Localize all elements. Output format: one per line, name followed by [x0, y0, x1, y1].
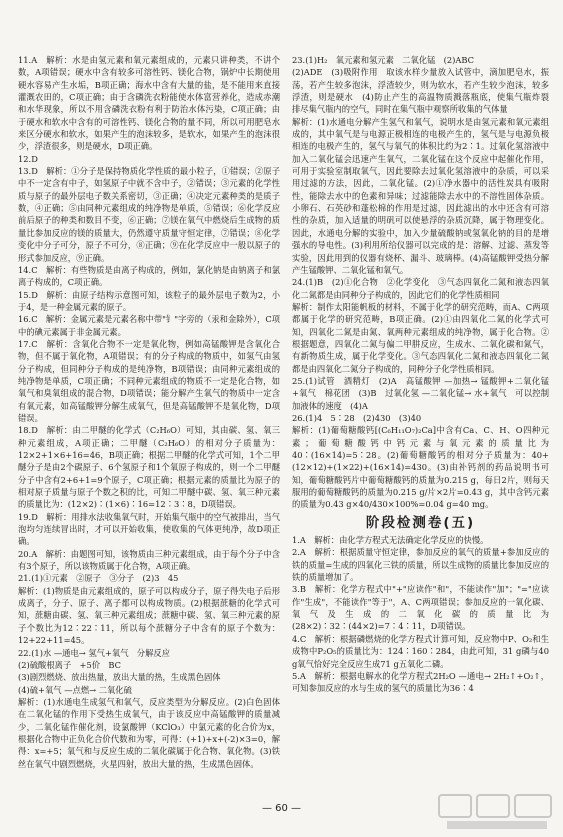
left-answer-item	[18, 289, 280, 314]
left-answer-item	[18, 585, 280, 647]
answer-text: 23.(1)H₂ 氧元素和氢元素 二氧化锰 (2)ABC	[292, 55, 475, 65]
right-answer-item	[292, 116, 549, 276]
section-title: 阶段检测卷(五)	[365, 514, 476, 531]
answer-text: 解析：(1)水通电分解产生氢气和氧气，说明水是由氢元素和氧元素组成的，其中氧气是与电源正极相连的电极产生的，氢气是与电源负极相连的电极产生的，氢气与氧气的体积比约为2∶1。过氧化氢溶液中加入二氧化锰会迅速产生氧气，二氧化锰在这个反应中起催化作用，可用于实验室制取氧气，因此要除去过氧化氢溶液中的杂质，可以采用过滤的方法，因此，二氧化锰。(2)①净水器中的活性炭具有吸附性，能除去水中的色素和异味；过滤能除去水中的不溶性固体杂质。小卵石、石英砂和蓬松棉的作用是过滤，因此滤出的水中还含有可溶性的杂质，加入适量的明矾可以使悬浮的杂质沉降，属于物理变化。因此，水通电分解的实验中，加入少量硫酸钠或氢氧化钠的目的是增强水的导电性。(3)利用所给仪器可以完成的是：溶解、过滤、蒸发等实验，因此用到的仪器有烧杯、漏斗、玻璃棒。(4)高锰酸钾受热分解产生锰酸钾、二氧化锰和氧气。	[292, 116, 549, 275]
answer-text: 15.D 解析：由原子结构示意图可知，该粒子的最外层电子数为2，小于4，是一种金属元素的原子。	[18, 289, 280, 312]
right-answer-item	[292, 276, 549, 301]
section-answer-item	[292, 670, 549, 695]
answer-text: 4.C 解析：根据磷燃烧的化学方程式计算可知，反应物中P、O₂和生成物中P₂O₅的质量比为：124∶160∶284，由此可知，31 g磷与40 g氧气恰好完全反应生成71 g五氧化二磷。	[292, 633, 549, 669]
answer-text: 13.D 解析：①分子是保持物质化学性质的最小粒子，①错误；②原子中不一定含有中子，如氢原子中就不含中子，②错误；③元素的化学性质与原子的最外层电子数关系密切，③正确；④决定元素种类的是质子数，④正确；⑤由同种元素组成的纯净物是单质，⑤错误；⑥化学反应前后原子的种类和数目不变，⑥正确；⑦镁在氧气中燃烧后生成物的质量比参加反应的镁的质量大，仍然遵守质量守恒定律，⑦错误；⑧化学变化中分子可分，原子不可分，⑧正确；⑨在化学反应中一般以原子的形式参加反应，⑨正确。	[18, 166, 280, 263]
section-answer-item	[292, 633, 549, 670]
right-answer-item	[292, 54, 549, 66]
left-answer-item	[18, 165, 280, 264]
left-answer-item	[18, 264, 280, 289]
answer-text: 12.D	[18, 153, 38, 164]
left-answer-item	[18, 671, 280, 683]
right-answer-item	[292, 424, 549, 510]
left-answer-item	[18, 54, 280, 153]
left-answer-item	[18, 572, 280, 584]
answers-group-four	[292, 54, 558, 511]
answer-text: 解析：制作太阳能帆板的材料，不属于化学的研究范畴，而A、C两项都属于化学的研究范畴，B项正确。(2)①由四氧化二氮的化学式可知，四氧化二氮是由氮、氧两种元素组成的纯净物，属于化合物。②根据题意，四氧化二氮与偏二甲肼反应，生成水、二氧化碳和氮气，有新物质生成，属于化学变化。③气态四氧化二氮和液态四氧化二氮都是由四氧化二氮分子构成的，同种分子化学性质相同。	[292, 301, 549, 374]
answer-text: 22.(1)水 —通电→ 氢气+氧气 分解反应	[18, 647, 170, 658]
right-column	[292, 54, 558, 695]
answer-text: (4)硫+氧气 —点燃→ 二氧化硫	[18, 684, 132, 695]
answer-text: 26.(1)4 5∶28 (2)430 (3)40	[292, 412, 422, 423]
left-answer-item	[18, 696, 280, 770]
right-answer-item	[292, 375, 549, 412]
section-answer-item	[292, 534, 549, 546]
answer-text: 2.A 解析：根据质量守恒定律，参加反应的氧气的质量+参加反应的铁的质量=生成的四氧化三铁的质量，所以生成物的质量比参加反应的铁的质量增加了。	[292, 547, 549, 583]
right-answer-item	[292, 66, 558, 115]
page-number: — 60 —	[261, 803, 302, 814]
answer-text: 5.A 解析：根据电解水的化学方程式2H₂O —通电→ 2H₂↑+O₂↑，可知参加反应的水与生成的氢气的质量比为36∶4	[292, 670, 549, 694]
answer-text: 21.(1)①元素 ②原子 ③分子 (2)3 45	[18, 573, 179, 584]
left-answer-item	[18, 647, 280, 659]
answer-text: 19.D 解析：用排水法收集氧气时，开始集气瓶中的空气被排出，当气泡均匀连续冒出时，才可以开始收集，使收集的气体更纯净，故D项正确。	[18, 511, 280, 547]
right-answer-item	[292, 412, 549, 424]
answer-text: 17.C 解析：含氧化合物不一定是氧化物，例如高锰酸钾是含氧化合物，但不属于氧化物，A项错误；有的分子构成的物质中，如氢气由氢分子构成，但同种分子构成的是纯净物，B项错误；由同种元素组成的纯净物是单质，C项正确；不同种元素组成的物质不一定是化合物，如氧气和臭氧组成的混合物，D项错误；能分解产生氧气的物质中一定含有氧元素，如高锰酸钾分解生成氧气，但是高锰酸钾不是氧化物，D项错误。	[18, 338, 280, 423]
answer-text: (2)ADE (3)吸附作用 取该水样少量放入试管中，滴加肥皂水，振荡，若产生较多泡沫，浮渣较少，则为软水，若产生较少泡沫，较多浮渣，则是硬水 (4)防止产生的高温物质溅落瓶底，使集气瓶炸裂 排尽集气瓶内的空气，同时在集气瓶中观察所收集的气体量	[292, 67, 558, 115]
right-answer-item	[292, 301, 549, 375]
answer-text: 解析：(1)水通电生成氢气和氧气，反应类型为分解反应。(2)白色固体在二氧化锰的作用下受热生成氧气，由于该反应中高锰酸钾的质量减少，二氧化锰作催化剂，设氯酸钾（KClO₃）中氯元素的化合价为x，根据化合物中正负化合价代数和为零，可得：(+1)+x+(-2)×3=0，解得：x=+5；氧气和与反应生成的二氧化碳属于化合物、氧化物。(3)铁丝在氧气中剧烈燃烧，火星四射，放出大量的热，生成黑色固体。	[18, 696, 280, 769]
left-answer-item	[18, 424, 280, 510]
answer-text: 18.D 解析：由二甲醚的化学式（C₂H₆O）可知，其由碳、氢、氧三种元素组成，A项正确；二甲醚（C₂H₆O）的相对分子质量为：12×2+1×6+16=46，B项正确；根据二甲醚的化学式可知，1个二甲醚分子是由2个碳原子、6个氢原子和1个氧原子构成的，则一个二甲醚分子中含有2+6+1=9个原子，C项正确；根据元素的质量比为原子的相对原子质量与原子个数之积的比，可知二甲醚中碳、氢、氧三种元素的质量比为：(12×2)∶(1×6)∶16=12∶3∶8，D项错误。	[18, 425, 280, 510]
answer-text: (3)剧烈燃烧、放出热量，放出大量的热，生成黑色固体	[18, 672, 221, 683]
answer-text: (2)硫酸根离子 +5价 BC	[18, 659, 121, 670]
left-answer-item	[18, 548, 280, 573]
section-answer-item	[292, 546, 549, 583]
answer-text: 11.A 解析：水是由氢元素和氧元素组成的，元素只讲种类，不讲个数，A项错误；硬水中含有较多可溶性钙、镁化合物，锅炉中长期使用硬水容易产生水垢，B项正确；海水中含有大量的盐，是不能用来直接灌溉农田的，C项正确；由于含磷洗衣粉能使水体富营养化，造成赤潮和水华现象，所以不用含磷洗衣粉有利于防治水体污染，C项正确；由于硬水和软水中含有的可溶性钙、镁化合物的量不同，所以可用肥皂水来区分硬水和软水，如果产生的泡沫较多，是软水，如果产生的泡沫很少，浮渣很多，则是硬水，D项正确。	[18, 55, 280, 152]
left-answer-item	[18, 338, 280, 424]
left-answer-item	[18, 659, 280, 671]
answer-text: 解析：(1)物质是由元素组成的，原子可以构成分子，原子得失电子后形成离子，分子、原子、离子都可以构成物质。(2)根据蔗糖的化学式可知，蔗糖由碳、氢、氧三种元素组成；蔗糖中碳、氢、氧三种元素的原子个数比为12∶22∶11，所以每个蔗糖分子中含有的原子个数为：12+22+11=45。	[18, 585, 280, 646]
answer-text: 20.A 解析：由题图可知，该物质由三种元素组成，由于每个分子中含有3个原子，所以该物质属于化合物，A项正确。	[18, 548, 280, 572]
answers-group-five	[292, 534, 549, 694]
left-answer-item	[18, 153, 280, 165]
answer-text: 24.(1)B (2)①化合物 ②化学变化 ③气态四氧化二氮和液态四氧化二氮都是由同种分子构成的，因此它们的化学性质相同	[292, 277, 549, 300]
watermark-logo	[437, 793, 555, 833]
section-answer-item	[292, 583, 549, 632]
answer-text: 3.B 解析：化学方程式中"+"应读作"和"，不能读作"加"；"="应读作"生成"，不能读作"等于"，A、C两项错误；参加反应的一氧化碳、氧气及生成的二氧化碳的质量比为(28×2)∶32∶(44×2)=7∶4∶11，D项错误。	[292, 584, 549, 632]
answer-text: 25.(1)试管 酒精灯 (2)A 高锰酸钾 —加热→ 锰酸钾+二氧化锰+氧气 棉花团 (3)B 过氧化氢 —二氧化锰→ 水+氧气 可以控制加液体的速度 (4)A	[292, 375, 549, 411]
answer-text: 14.C 解析：有些物质是由离子构成的，例如，氯化钠是由钠离子和氯离子构成的，C项正确。	[18, 264, 280, 288]
left-answer-item	[18, 313, 280, 338]
answer-text: 1.A 解析：由化学方程式无法确定化学反应的快慢。	[292, 535, 489, 546]
answer-text: 解析：(1)葡萄糖酸钙[(C₆H₁₁O₇)₂Ca]中含有Ca、C、H、O四种元素；葡萄糖酸钙中钙元素与氧元素的质量比为40∶(16×14)=5∶28。(2)葡萄糖酸钙的相对分子质量为：40+(12×12)+(1×22)+(16×14)=430。(3)由补钙剂的药品说明书可知，葡萄糖酸钙片中葡萄糖酸钙的质量为0.215 g，每日2片，则每天服用的葡萄糖酸钙的质量为0.215 g/片×2片=0.43 g，其中含钙元素的质量为0.43 g×40/430×100%=0.04 g=40 mg。	[292, 425, 549, 510]
left-answer-item	[18, 511, 280, 548]
left-answer-item	[18, 684, 280, 696]
answer-text: 16.C 解析：金属元素是元素名称中带"钅"字旁的（汞和金除外），C项中的碘元素属于非金属元素。	[18, 314, 280, 337]
left-column	[18, 54, 280, 770]
